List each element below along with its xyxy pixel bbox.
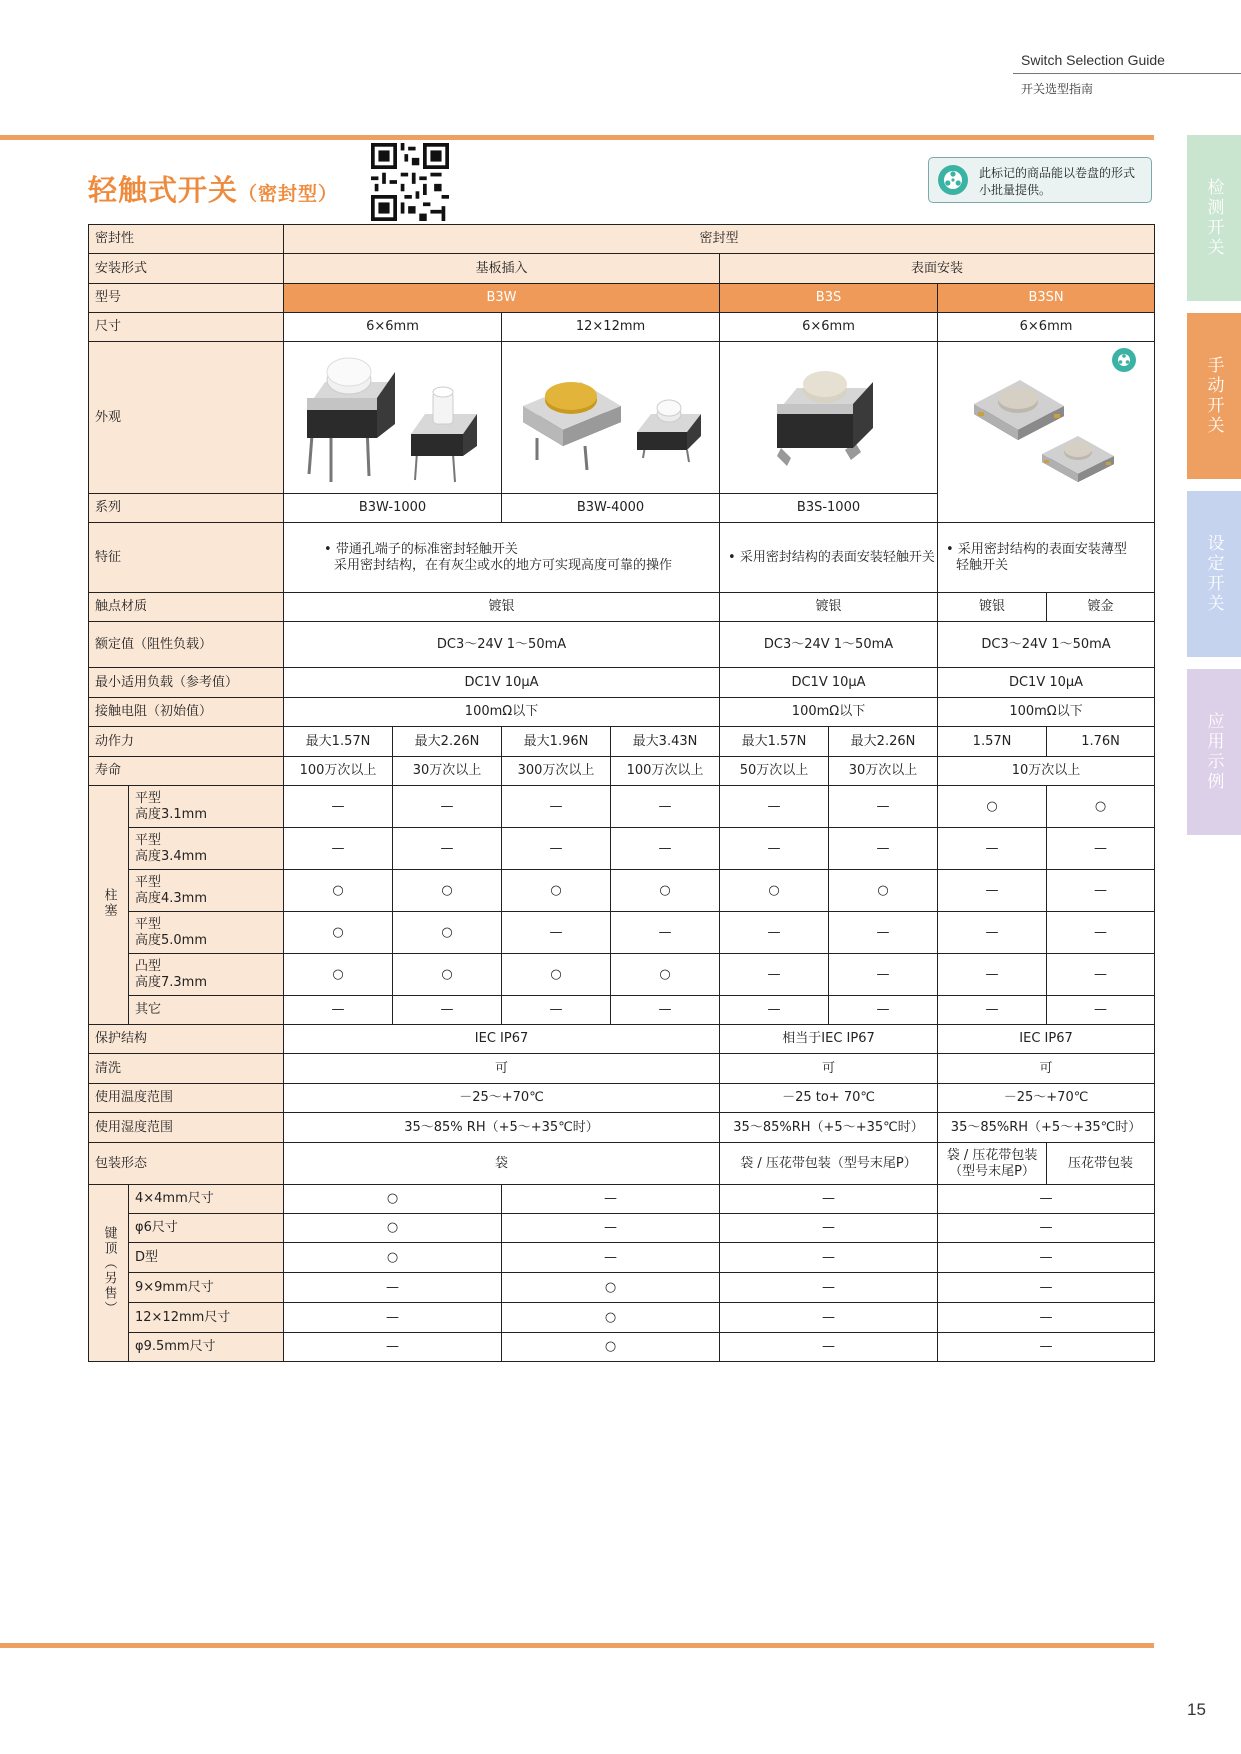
cell: — <box>720 996 829 1025</box>
image-b3w-4000 <box>502 342 720 494</box>
cell: — <box>284 1273 502 1303</box>
row-rating <box>89 622 1155 668</box>
cell: ○ <box>393 954 502 996</box>
cell: — <box>720 1273 938 1303</box>
row-label: 密封性 <box>89 225 284 254</box>
cell: IEC IP67 <box>284 1025 720 1054</box>
plunger-row <box>89 870 1155 912</box>
page-title-main: 轻触式开关 <box>88 173 239 207</box>
cell: — <box>1047 996 1155 1025</box>
cell: 最大2.26N <box>393 727 502 757</box>
row-washing <box>89 1054 1155 1084</box>
cell: B3W-4000 <box>502 494 720 523</box>
plunger-label: 平型 高度3.1mm <box>129 786 284 828</box>
cell: — <box>284 828 393 870</box>
cell: — <box>720 1303 938 1333</box>
sidebar-tab-manual-switch[interactable]: 手动开关 <box>1187 313 1241 479</box>
cell: ○ <box>938 786 1047 828</box>
cell: 最大1.96N <box>502 727 611 757</box>
cell: — <box>720 786 829 828</box>
keytop-label: 9×9mm尺寸 <box>129 1273 284 1303</box>
cell: — <box>938 828 1047 870</box>
cell: — <box>611 912 720 954</box>
cell: — <box>720 1333 938 1362</box>
cell: DC1V 10μA <box>720 668 938 698</box>
row-model <box>89 284 1155 313</box>
row-label: 安装形式 <box>89 254 284 284</box>
cell: — <box>829 954 938 996</box>
feature-b3w-line2: 采用密封结构，在有灰尘或水的地方可实现高度可靠的操作 <box>334 557 673 573</box>
cell: 30万次以上 <box>393 757 502 786</box>
cell: ○ <box>284 912 393 954</box>
cell: — <box>829 828 938 870</box>
cell: ○ <box>284 1214 502 1243</box>
row-size <box>89 313 1155 342</box>
plunger-group-label: 柱塞 <box>89 786 129 1025</box>
model-b3w: B3W <box>284 284 720 313</box>
cell: — <box>938 870 1047 912</box>
cell: ○ <box>611 870 720 912</box>
keytop-label: 4×4mm尺寸 <box>129 1185 284 1214</box>
cell: — <box>938 1243 1155 1273</box>
cell: 压花带包装 <box>1047 1143 1155 1185</box>
plunger-row <box>89 786 1155 828</box>
header-title-en: Switch Selection Guide <box>1021 52 1165 68</box>
feature-b3w <box>284 523 720 593</box>
cell: — <box>938 912 1047 954</box>
header-title-cn: 开关选型指南 <box>1021 82 1094 96</box>
switch-image-b3sn <box>938 342 1154 516</box>
spec-table <box>88 224 1155 1362</box>
keytop-row <box>89 1214 1155 1243</box>
cell: 最大1.57N <box>284 727 393 757</box>
cell: 1.76N <box>1047 727 1155 757</box>
cell: — <box>284 996 393 1025</box>
cell: — <box>502 1214 720 1243</box>
cell: 最大2.26N <box>829 727 938 757</box>
page-title-sub: （密封型） <box>238 183 339 205</box>
cell: DC3～24V 1～50mA <box>938 622 1155 668</box>
row-sealing <box>89 225 1155 254</box>
sidebar-tab-detection-switch[interactable]: 检测开关 <box>1187 135 1241 301</box>
keytop-row <box>89 1185 1155 1214</box>
cell: — <box>829 996 938 1025</box>
feature-b3s: • 采用密封结构的表面安装轻触开关 <box>720 523 938 593</box>
header-divider <box>1013 73 1241 74</box>
cell: — <box>938 1303 1155 1333</box>
cell: 基板插入 <box>284 254 720 284</box>
keytop-label: 12×12mm尺寸 <box>129 1303 284 1333</box>
cell: 1.57N <box>938 727 1047 757</box>
cell: — <box>829 912 938 954</box>
cell: — <box>720 912 829 954</box>
switch-image-b3w-4000 <box>503 342 719 488</box>
keytop-label: φ9.5mm尺寸 <box>129 1333 284 1362</box>
cell: 最大1.57N <box>720 727 829 757</box>
cell: — <box>502 912 611 954</box>
cell: — <box>611 828 720 870</box>
cell: — <box>502 1243 720 1273</box>
row-label: 清洗 <box>89 1054 284 1084</box>
cell: 35～85% RH（+5～+35℃时） <box>284 1113 720 1143</box>
cell: 最大3.43N <box>611 727 720 757</box>
feature-b3sn <box>938 523 1155 593</box>
keytop-row <box>89 1273 1155 1303</box>
bottom-orange-bar <box>0 1643 1154 1648</box>
cell: — <box>502 828 611 870</box>
cell: ○ <box>720 870 829 912</box>
cell: 镀银 <box>284 593 720 622</box>
keytop-label: φ6尺寸 <box>129 1214 284 1243</box>
model-b3s: B3S <box>720 284 938 313</box>
row-label: 寿命 <box>89 757 284 786</box>
keytop-row <box>89 1303 1155 1333</box>
qr-code-icon[interactable] <box>371 143 449 221</box>
cell: 50万次以上 <box>720 757 829 786</box>
cell: ○ <box>1047 786 1155 828</box>
cell: ○ <box>284 1243 502 1273</box>
row-appearance <box>89 342 1155 494</box>
cell: 镀金 <box>1047 593 1155 622</box>
row-min-load <box>89 668 1155 698</box>
cell: 可 <box>938 1054 1155 1084</box>
row-temperature <box>89 1084 1155 1113</box>
cell: 35～85%RH（+5～+35℃时） <box>720 1113 938 1143</box>
plunger-row <box>89 996 1155 1025</box>
row-label: 保护结构 <box>89 1025 284 1054</box>
cell: 可 <box>720 1054 938 1084</box>
cell: 300万次以上 <box>502 757 611 786</box>
row-label: 最小适用负载（参考值） <box>89 668 284 698</box>
plunger-row <box>89 912 1155 954</box>
cell: ○ <box>393 912 502 954</box>
cell: 镀银 <box>938 593 1047 622</box>
cell: — <box>1047 870 1155 912</box>
plunger-label: 平型 高度4.3mm <box>129 870 284 912</box>
cell: — <box>393 828 502 870</box>
row-label: 型号 <box>89 284 284 313</box>
row-label: 尺寸 <box>89 313 284 342</box>
cell: 袋 <box>284 1143 720 1185</box>
cell: 12×12mm <box>502 313 720 342</box>
cell: — <box>284 1333 502 1362</box>
row-force <box>89 727 1155 757</box>
feature-b3sn-line2: 轻触开关 <box>956 557 1009 573</box>
row-label: 触点材质 <box>89 593 284 622</box>
sidebar-tab-setting-switch[interactable]: 设定开关 <box>1187 491 1241 657</box>
cell: 袋 / 压花带包装 （型号末尾P） <box>938 1143 1047 1185</box>
cell: — <box>938 1214 1155 1243</box>
cell: — <box>284 786 393 828</box>
cell: DC3～24V 1～50mA <box>720 622 938 668</box>
cell: 100mΩ以下 <box>720 698 938 727</box>
cell: 密封型 <box>284 225 1155 254</box>
row-label: 使用温度范围 <box>89 1084 284 1113</box>
keytop-group-label: 键顶（另售） <box>89 1185 129 1362</box>
row-label: 动作力 <box>89 727 284 757</box>
row-label: 特征 <box>89 523 284 593</box>
cell: DC3～24V 1～50mA <box>284 622 720 668</box>
cell: ○ <box>502 1303 720 1333</box>
cell: — <box>502 996 611 1025</box>
plunger-row <box>89 828 1155 870</box>
cell: －25～+70℃ <box>938 1084 1155 1113</box>
cell: B3W-1000 <box>284 494 502 523</box>
keytop-label: D型 <box>129 1243 284 1273</box>
cell: ○ <box>284 954 393 996</box>
cell: 表面安装 <box>720 254 1155 284</box>
plunger-label: 凸型 高度7.3mm <box>129 954 284 996</box>
plunger-label: 平型 高度5.0mm <box>129 912 284 954</box>
cell: — <box>393 996 502 1025</box>
cell: — <box>611 786 720 828</box>
cell: — <box>938 954 1047 996</box>
cell: — <box>938 1273 1155 1303</box>
row-protection <box>89 1025 1155 1054</box>
cell: 35～85%RH（+5～+35℃时） <box>938 1113 1155 1143</box>
cell: — <box>720 1214 938 1243</box>
cell: — <box>720 828 829 870</box>
cell: — <box>938 996 1047 1025</box>
cell: ○ <box>284 870 393 912</box>
row-contact <box>89 593 1155 622</box>
plunger-row <box>89 954 1155 996</box>
row-resistance <box>89 698 1155 727</box>
cell: — <box>1047 912 1155 954</box>
keytop-row <box>89 1243 1155 1273</box>
cell: B3S-1000 <box>720 494 938 523</box>
switch-image-b3w-1000 <box>285 342 501 488</box>
row-mounting <box>89 254 1155 284</box>
image-b3sn <box>938 342 1155 523</box>
cell: 相当于IEC IP67 <box>720 1025 938 1054</box>
cell: — <box>502 786 611 828</box>
reel-notice <box>928 157 1152 203</box>
row-life <box>89 757 1155 786</box>
cell: 可 <box>284 1054 720 1084</box>
cell: 6×6mm <box>938 313 1155 342</box>
cell: ○ <box>611 954 720 996</box>
cell: 100mΩ以下 <box>938 698 1155 727</box>
sidebar-tab-application-examples[interactable]: 应用示例 <box>1187 669 1241 835</box>
cell: ○ <box>502 1273 720 1303</box>
cell: 镀银 <box>720 593 938 622</box>
cell: — <box>938 1333 1155 1362</box>
plunger-label: 其它 <box>129 996 284 1025</box>
row-label: 使用湿度范围 <box>89 1113 284 1143</box>
cell: — <box>938 1185 1155 1214</box>
image-b3w-1000 <box>284 342 502 494</box>
notice-text-line2: 小批量提供。 <box>979 183 1052 197</box>
model-b3sn: B3SN <box>938 284 1155 313</box>
cell: — <box>393 786 502 828</box>
plunger-label: 平型 高度3.4mm <box>129 828 284 870</box>
cell: — <box>1047 828 1155 870</box>
cell: — <box>829 786 938 828</box>
cell: 100万次以上 <box>284 757 393 786</box>
cell: 30万次以上 <box>829 757 938 786</box>
cell: DC1V 10μA <box>284 668 720 698</box>
notice-text-line1: 此标记的商品能以卷盘的形式 <box>979 166 1136 180</box>
cell: 100mΩ以下 <box>284 698 720 727</box>
row-label: 系列 <box>89 494 284 523</box>
page-number: 15 <box>1187 1700 1206 1719</box>
feature-b3w-line1: • 带通孔端子的标准密封轻触开关 <box>324 541 518 557</box>
cell: DC1V 10μA <box>938 668 1155 698</box>
row-features <box>89 523 1155 593</box>
switch-image-b3s-1000 <box>721 342 937 488</box>
row-label: 额定值（阻性负载） <box>89 622 284 668</box>
page-title <box>88 168 338 209</box>
cell: ○ <box>393 870 502 912</box>
cell: －25～+70℃ <box>284 1084 720 1113</box>
image-b3s-1000 <box>720 342 938 494</box>
cell: — <box>502 1185 720 1214</box>
cell: 6×6mm <box>284 313 502 342</box>
reel-icon <box>937 164 969 196</box>
cell: ○ <box>829 870 938 912</box>
row-humidity <box>89 1113 1155 1143</box>
row-label: 包装形态 <box>89 1143 284 1185</box>
row-packaging <box>89 1143 1155 1185</box>
cell: ○ <box>502 954 611 996</box>
cell: ○ <box>502 1333 720 1362</box>
cell: 袋 / 压花带包装（型号末尾P） <box>720 1143 938 1185</box>
cell: －25 to+ 70℃ <box>720 1084 938 1113</box>
cell: ○ <box>284 1185 502 1214</box>
row-label: 接触电阻（初始值） <box>89 698 284 727</box>
keytop-row <box>89 1333 1155 1362</box>
cell: — <box>720 954 829 996</box>
cell: ○ <box>502 870 611 912</box>
cell: IEC IP67 <box>938 1025 1155 1054</box>
cell: — <box>611 996 720 1025</box>
cell: 10万次以上 <box>938 757 1155 786</box>
feature-b3sn-line1: • 采用密封结构的表面安装薄型 <box>946 541 1127 557</box>
cell: — <box>1047 954 1155 996</box>
cell: 6×6mm <box>720 313 938 342</box>
row-label: 外观 <box>89 342 284 494</box>
cell: — <box>720 1185 938 1214</box>
cell: — <box>720 1243 938 1273</box>
top-orange-bar <box>0 135 1154 140</box>
cell: — <box>284 1303 502 1333</box>
cell: 100万次以上 <box>611 757 720 786</box>
